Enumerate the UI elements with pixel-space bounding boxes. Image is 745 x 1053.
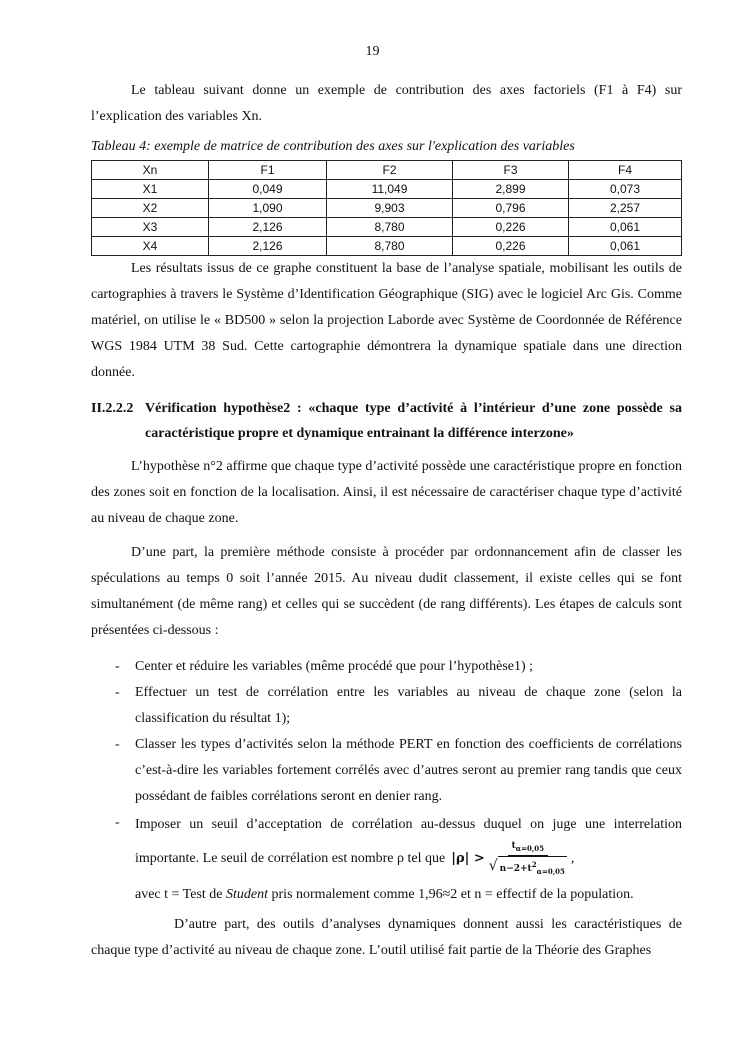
formula-denominator (489, 856, 567, 878)
table-cell: 0,796 (453, 199, 569, 218)
column-header: F3 (453, 161, 569, 180)
list-bullet: - (115, 815, 120, 830)
page-number: 19 (365, 44, 380, 59)
table-cell: 9,903 (327, 199, 453, 218)
formula-lhs: |ρ| > (451, 850, 485, 866)
formula-numerator (508, 840, 548, 856)
step-text: Center et réduire les variables (même procédé que pour l’hypothèse1) ; (135, 659, 534, 674)
section-title: Vérification hypothèse2 : «chaque type d’activité à l’intérieur d’une zone possède sa caractéristique propre et dynamique entrainant la différence interzone» (145, 401, 682, 441)
table-row (92, 199, 682, 218)
step-text: Classer les types d’activités selon la méthode PERT en fonction des coefficients de corrélations c’est-à-dire les variables fortement corrélés avec d’autres seront au premier rang tandis que ceux possédant de faibles corrélations seront en denier rang. (135, 737, 682, 804)
table-cell: 0,226 (453, 218, 569, 237)
steps-list (91, 654, 682, 908)
table-cell: X3 (92, 218, 209, 237)
table-cell: 8,780 (327, 237, 453, 256)
table-cell: 2,126 (209, 218, 327, 237)
table-cell: X2 (92, 199, 209, 218)
formula-den-sup: 2 (531, 859, 537, 869)
formula-den-alpha: α=0,05 (536, 866, 565, 876)
formula-comma: , (570, 851, 575, 867)
method-paragraph: D’une part, la première méthode consiste à procéder par ordonnancement afin de classer les spéculations au temps 0 soit l’année 2015. Au niveau dudit classement, il existe celles qui se font simultanément (de même rang) et celles qui se succèdent (de rang différents). Les étapes de calculs sont présentées ci-dessous : (91, 545, 682, 638)
table-cell: 0,226 (453, 237, 569, 256)
correlation-formula (451, 840, 567, 878)
list-item (91, 810, 682, 908)
table-cell: 2,899 (453, 180, 569, 199)
student-note (135, 882, 682, 908)
table-cell: 2,257 (569, 199, 682, 218)
formula-den-prefix: n−2+t (499, 863, 532, 874)
table-cell: 0,061 (569, 237, 682, 256)
hypothesis-paragraph: L’hypothèse n°2 affirme que chaque type d’activité possède une caractéristique propre en fonction des zones soit en fonction de la localisation. Ainsi, il est nécessaire de caractériser chaque type d’activité au niveau de chaque zone. (91, 459, 682, 526)
contribution-table (91, 160, 682, 256)
table-cell: X4 (92, 237, 209, 256)
list-bullet: - (115, 685, 120, 700)
section-heading (91, 396, 682, 446)
column-header: Xn (92, 161, 209, 180)
table-row (92, 237, 682, 256)
document-body (91, 78, 682, 964)
dynamic-paragraph: D’autre part, des outils d’analyses dynamiques donnent aussi les caractéristiques de chaque type d’activité au niveau de chaque zone. L’outil utilisé fait partie de la Théorie des Graphes (91, 916, 682, 958)
section-number: II.2.2.2 (91, 401, 134, 416)
note-student: Student (226, 886, 269, 902)
table-header-row (92, 161, 682, 180)
list-bullet: - (115, 737, 120, 752)
note-pre: avec t = Test de (135, 886, 223, 902)
table-row (92, 218, 682, 237)
formula-alpha: α=0,05 (515, 843, 545, 853)
note-post: pris normalement comme 1,96≈2 et n = effectif de la population. (271, 886, 634, 902)
table-cell: 0,061 (569, 218, 682, 237)
table-cell: 11,049 (327, 180, 453, 199)
results-paragraph: Les résultats issus de ce graphe constituent la base de l’analyse spatiale, mobilisant les outils de cartographies à travers le Système d’Identification Géographique (SIG) avec le logiciel Arc Gis. Comme matériel, on utilise le « BD500 » selon la projection Laborde avec Système de Coordonnée de Référence WGS 1984 UTM 38 Sud. Cette cartographie démontrera la dynamique spatiale dans une direction donnée. (91, 261, 682, 380)
formula-fraction (489, 840, 567, 878)
table-cell: 2,126 (209, 237, 327, 256)
table-caption: Tableau 4: exemple de matrice de contribution des axes sur l'explication des variables (91, 139, 575, 154)
list-item (91, 680, 682, 732)
threshold-sentence (135, 810, 682, 878)
table-row (92, 180, 682, 199)
column-header: F4 (569, 161, 682, 180)
step-text (135, 810, 682, 908)
column-header: F1 (209, 161, 327, 180)
table-cell: X1 (92, 180, 209, 199)
column-header: F2 (327, 161, 453, 180)
list-item (91, 654, 682, 680)
table-cell: 0,073 (569, 180, 682, 199)
step-text: Effectuer un test de corrélation entre les variables au niveau de chaque zone (selon la classification du résultat 1); (135, 685, 682, 726)
table-cell: 0,049 (209, 180, 327, 199)
formula-radicand (498, 856, 567, 878)
intro-paragraph: Le tableau suivant donne un exemple de contribution des axes factoriels (F1 à F4) sur l’explication des variables Xn. (91, 83, 682, 124)
table-cell: 8,780 (327, 218, 453, 237)
list-item (91, 732, 682, 810)
sqrt-symbol: √ (488, 858, 498, 875)
threshold-text: Imposer un seuil d’acceptation de corrélation au-dessus duquel on juge une interrelation importante. Le seuil de corrélation est nombre ρ tel que (135, 817, 682, 867)
list-bullet: - (115, 659, 120, 674)
table-cell: 1,090 (209, 199, 327, 218)
formula-t: t (511, 841, 516, 851)
